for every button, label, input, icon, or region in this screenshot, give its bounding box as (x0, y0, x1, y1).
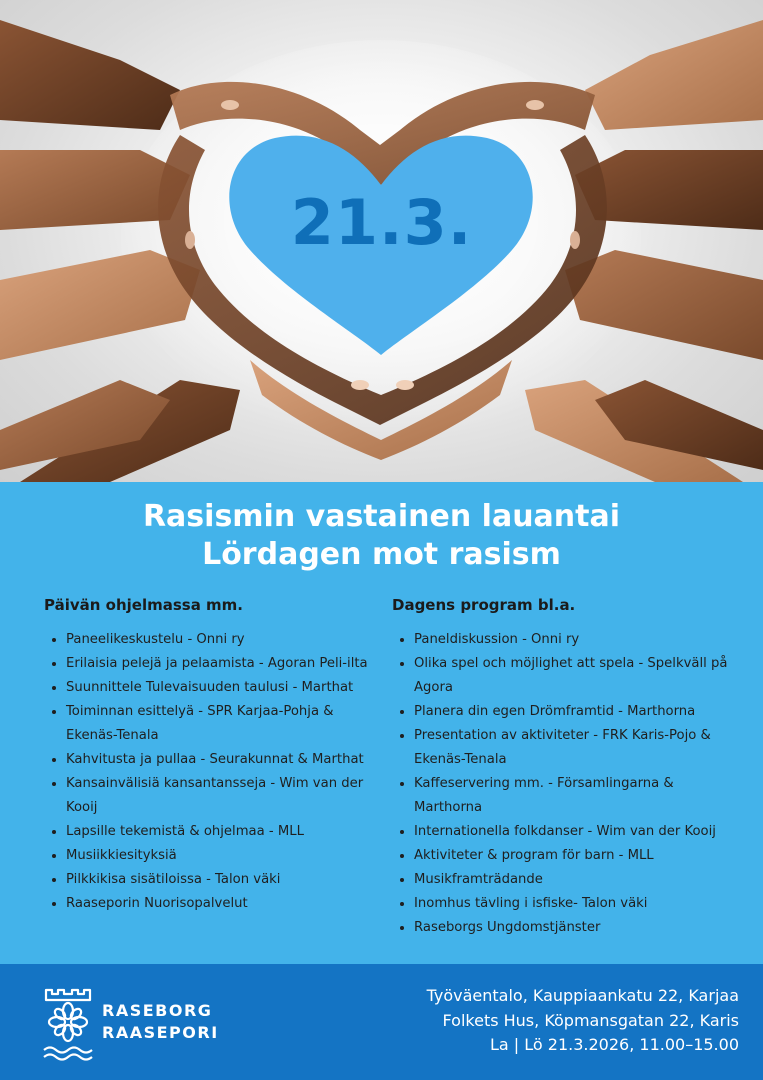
list-item: • Raseborgs Ungdomstjänster (414, 916, 737, 940)
list-item: • Pilkkikisa sisätiloissa - Talon väki (66, 868, 374, 892)
list-item: • Aktiviteter & program för barn - MLL (414, 844, 737, 868)
list-item: • Lapsille tekemistä & ohjelmaa - MLL (66, 820, 374, 844)
logo-wordmark (102, 1000, 219, 1044)
title-finnish: Rasismin vastainen lauantai (142, 499, 621, 534)
list-item: • Musiikkiesityksiä (66, 844, 374, 868)
list-item: • Kaffeservering mm. - Församlingarna & Marthorna (414, 772, 737, 820)
program-finnish (44, 596, 374, 916)
list-item: • Musikframträdande (414, 868, 737, 892)
list-item: • Presentation av aktiviteter - FRK Karis-Pojo & Ekenäs-Tenala (414, 724, 737, 772)
list-item: • Toiminnan esittelyä - SPR Karjaa-Pohja & Ekenäs-Tenala (66, 700, 374, 748)
event-datetime: La | Lö 21.3.2026, 11.00–15.00 (490, 1035, 739, 1054)
list-item: • Suunnittele Tulevaisuuden taulusi - Marthat (66, 676, 374, 700)
logo-text-finnish: RAASEPORI (102, 1023, 219, 1042)
event-date: 21.3. (290, 186, 473, 259)
list-item: • Kansainvälisiä kansantansseja - Wim van der Kooij (66, 772, 374, 820)
program-heading-finnish: Päivän ohjelmassa mm. (44, 596, 244, 614)
event-location (427, 984, 739, 1058)
program-list-swedish (392, 628, 737, 940)
raseborg-logo-icon (40, 984, 96, 1064)
list-item: • Paneelikeskustelu - Onni ry (66, 628, 374, 652)
list-item: • Raaseporin Nuorisopalvelut (66, 892, 374, 916)
list-item: • Planera din egen Drömframtid - Marthorna (414, 700, 737, 724)
address-swedish: Folkets Hus, Köpmansgatan 22, Karis (442, 1010, 739, 1030)
program-list-finnish (44, 628, 374, 916)
hero-image (0, 0, 763, 482)
list-item: • Internationella folkdanser - Wim van der Kooij (414, 820, 737, 844)
list-item: • Inomhus tävling i isfiske- Talon väki (414, 892, 737, 916)
list-item: • Olika spel och möjlighet att spela - Spelkväll på Agora (414, 652, 737, 700)
program-section (0, 482, 763, 964)
logo-text-swedish: RASEBORG (102, 1001, 213, 1020)
list-item: • Kahvitusta ja pullaa - Seurakunnat & Marthat (66, 748, 374, 772)
program-heading-swedish: Dagens program bl.a. (392, 596, 576, 614)
title-swedish: Lördagen mot rasism (202, 537, 561, 572)
list-item: • Erilaisia pelejä ja pelaamista - Agoran Peli-ilta (66, 652, 374, 676)
program-swedish (392, 596, 737, 940)
footer (0, 964, 763, 1080)
address-finnish: Työväentalo, Kauppiaankatu 22, Karjaa (426, 986, 739, 1005)
list-item: • Paneldiskussion - Onni ry (414, 628, 737, 652)
